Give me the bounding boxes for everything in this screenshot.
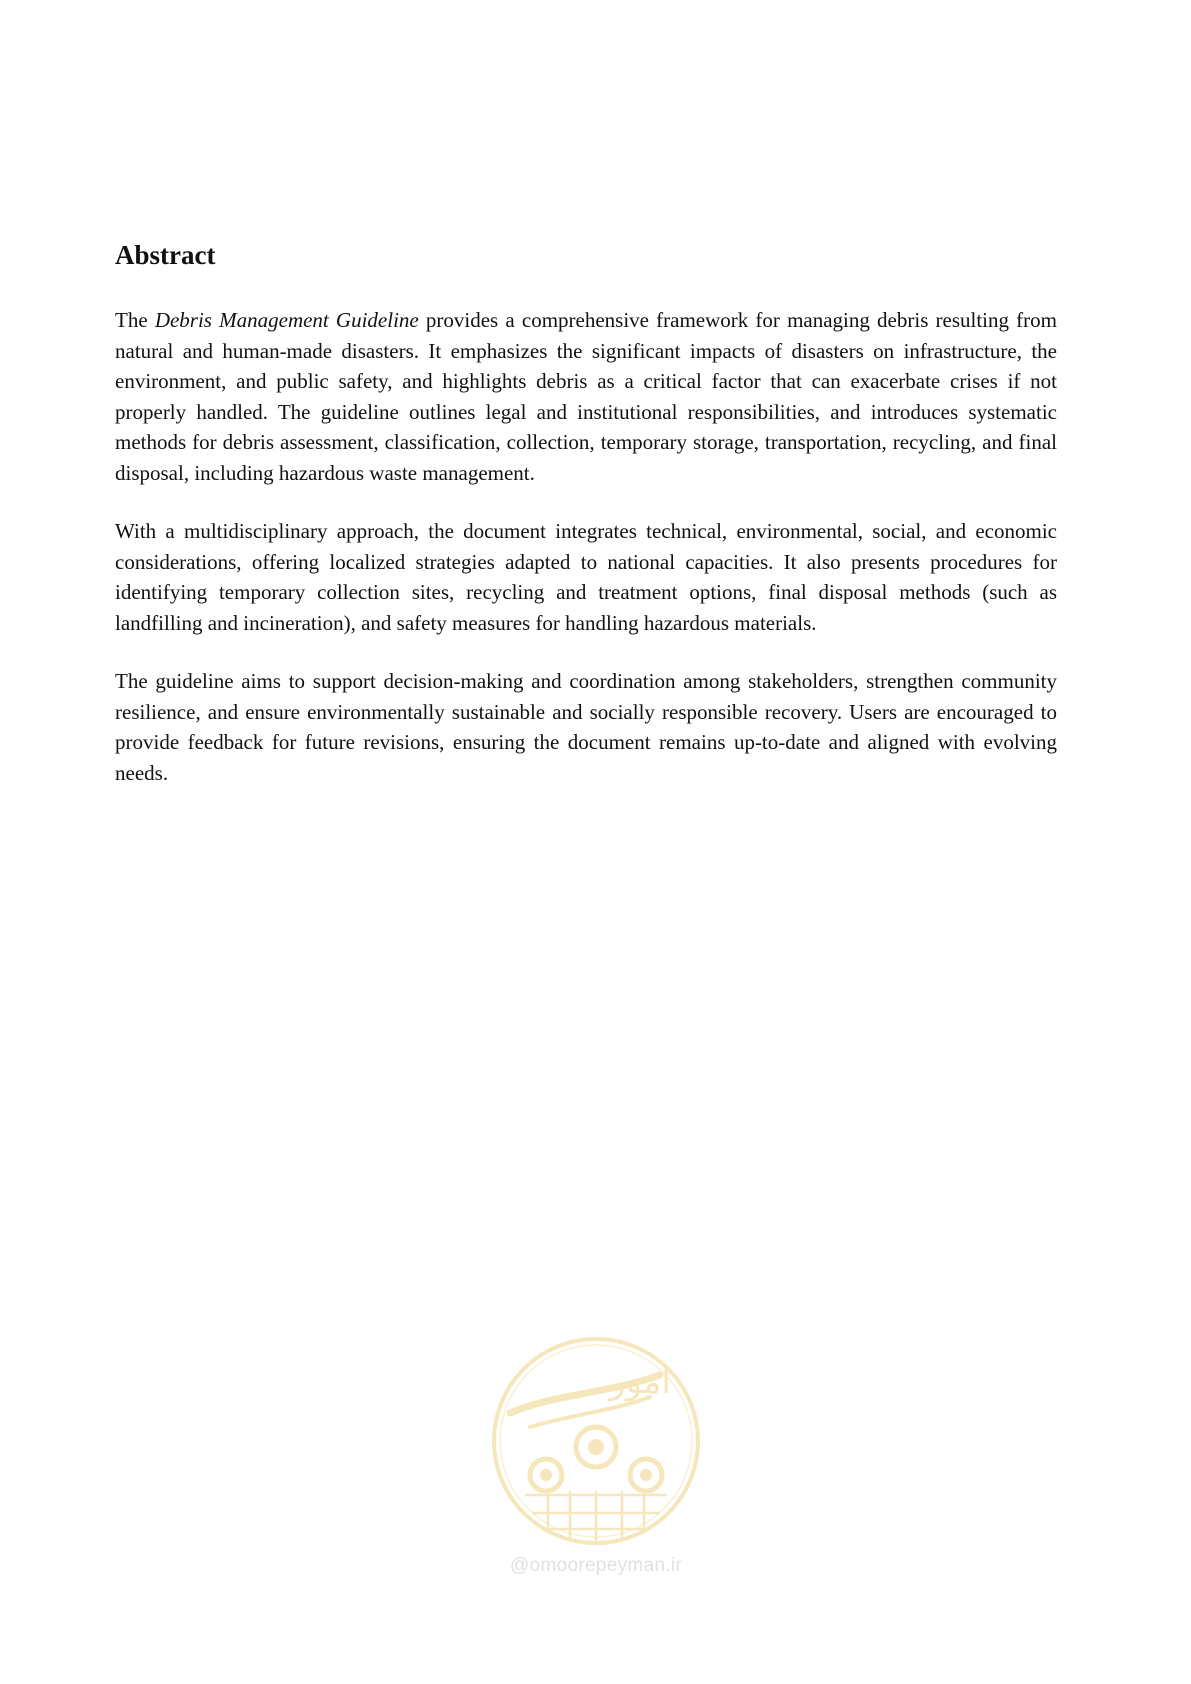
abstract-paragraph-2: With a multidisciplinary approach, the document integrates technical, environmental, social, and economic considerations, offering localized strategies adapted to national capacities. It also presents procedures for identifying temporary collection sites, recycling and treatment options, final disposal methods (such as landfilling and incineration), and safety measures for handling hazardous materials.	[115, 519, 1057, 635]
at-sign-icon: @	[510, 1555, 530, 1576]
abstract-body	[115, 305, 1057, 816]
guideline-title: Debris Management Guideline	[154, 308, 419, 332]
abstract-paragraph-3: The guideline aims to support decision-making and coordination among stakeholders, strengthen community resilience, and ensure environmentally sustainable and socially responsible recovery. Users are encouraged to provide feedback for future revisions, ensuring the document remains up-to-date and aligned with evolving needs.	[115, 669, 1057, 785]
seal-icon	[490, 1335, 702, 1547]
watermark-caption	[490, 1555, 702, 1577]
logo-lettering: امور	[609, 1362, 671, 1402]
watermark-url: omoorepeyman.ir	[529, 1555, 682, 1576]
section-heading: Abstract	[115, 240, 216, 270]
paragraph-lead: The	[115, 308, 155, 332]
abstract-paragraph-1	[115, 305, 1057, 488]
paragraph-text: provides a comprehensive framework for managing debris resulting from natural and human-made disasters. It emphasizes the significant impacts of disasters on infrastructure, the environment, and public safety, and highlights debris as a critical factor that can exacerbate crises if not properly handled. The guideline outlines legal and institutional responsibilities, and introduces systematic methods for debris assessment, classification, collection, temporary storage, transportation, recycling, and final disposal, including hazardous waste management.	[115, 308, 1057, 485]
watermark-logo	[490, 1335, 702, 1575]
